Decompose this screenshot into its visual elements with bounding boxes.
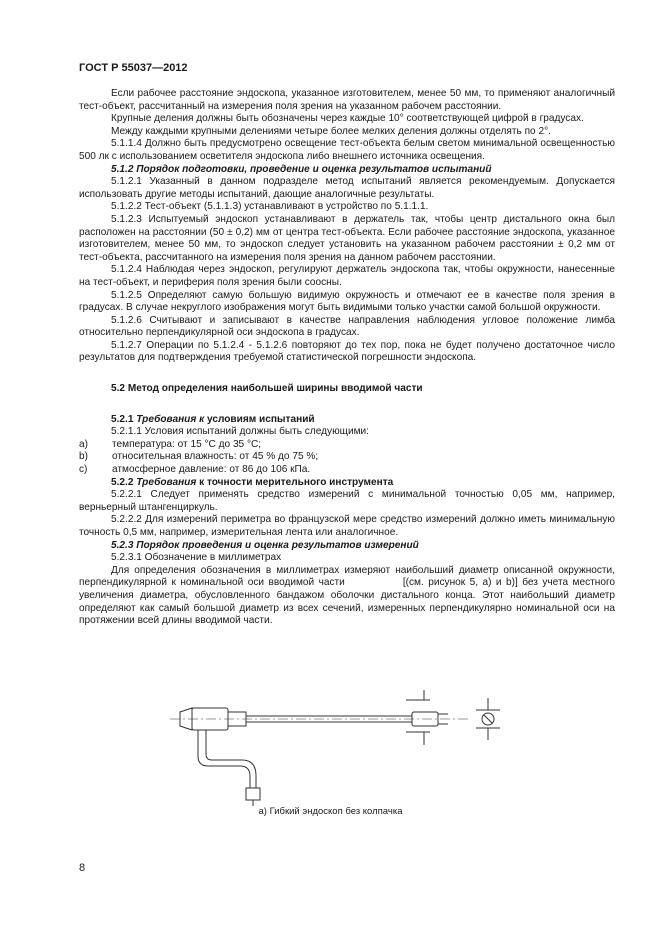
paragraph: 5.1.2.4 Наблюдая через эндоскоп, регулируют держатель эндоскопа так, чтобы окружности, нанесенные на тест-объект, и периферия поля зрения были соосны.	[79, 264, 615, 288]
paragraph: 5.1.2.3 Испытуемый эндоскоп устанавливают в держатель так, чтобы центр дистального окна был расположен на расстоянии (50 ± 0,2) мм от центра тест-объекта. Если рабочее расстояние эндоскопа, указанное изготовителем, менее 50 мм, то эндоскоп следует установить на указанном рабочем расстоянии ± 0,2 мм от тест-объекта, рассчитанного на измерения поля зрения на данном рабочем расстоянии.	[79, 213, 615, 263]
paragraph: Крупные деления должны быть обозначены через каждые 10° соответствующей цифрой в градусах.	[111, 113, 584, 125]
figure-caption: а) Гибкий эндоскоп без колпачка	[258, 806, 403, 817]
heading-rest: условиям испытаний	[207, 413, 315, 425]
subsection-heading: 5.1.2 Порядок подготовки, проведение и оценка результатов испытаний	[111, 163, 492, 175]
paragraph: 5.1.2.7 Операции по 5.1.2.4 - 5.1.2.6 повторяют до тех пор, пока не будет получено достаточное число результатов для подтверждения требуемой статистической погрешности эндоскопа.	[79, 339, 615, 364]
paragraph: 5.1.2.1 Указанный в данном подразделе метод испытаний является рекомендуемым. Допускается использовать другие методы испытаний, дающие аналогичные результаты.	[79, 176, 615, 200]
paragraph: 5.2.3.1 Обозначение в миллиметрах	[111, 552, 282, 564]
paragraph	[79, 565, 615, 628]
paragraph-part: Для определения обозначения в миллиметрах измеряют наибольший диаметр описанной окружности, перпендикулярной к номинальной оси вводимой части	[79, 564, 615, 589]
paragraph: 5.1.2.5 Определяют самую большую видимую окружность и отмечают ее в качестве поля зрения в градусах. В случае некруглого изображения могут быть видимыми только участки самой большой окружности.	[79, 289, 615, 314]
heading-number: 5.2.2	[111, 476, 134, 488]
list-item	[79, 464, 615, 477]
list-marker: c)	[79, 464, 88, 476]
subsection-heading	[79, 414, 615, 427]
heading-italic: Требования к	[136, 413, 205, 425]
paragraph: 5.1.2.2 Тест-объект (5.1.1.3) устанавливают в устройство по 5.1.1.1.	[111, 201, 429, 213]
paragraph: 5.2.1.1 Условия испытаний должны быть следующими:	[111, 426, 369, 438]
list-text: атмосферное давление: от 86 до 106 кПа.	[112, 464, 311, 476]
endoscope-figure	[170, 690, 510, 810]
subsection-heading	[79, 477, 615, 490]
list-item	[79, 451, 615, 464]
list-marker: a)	[79, 438, 88, 450]
paragraph: 5.2.2.2 Для измерений периметра во французской мере средство измерений должно иметь минимальную точность 0,5 мм, например, измерительная лента или аналогичное.	[79, 514, 615, 538]
list-item	[79, 439, 615, 452]
paragraph: 5.1.1.4 Должно быть предусмотрено освещение тест-объекта белым светом минимальной освещенностью 500 лк с использованием осветителя эндоскопа либо внешнего источника освещения.	[79, 138, 615, 162]
list-text: температура: от 15 °С до 35 °С;	[112, 438, 262, 450]
page-number: 8	[79, 862, 86, 874]
paragraph: 5.1.2.6 Считывают и записывают в качестве направления наблюдения угловое положение лимба относительно перпендикулярной оси эндоскопа в градусах.	[79, 314, 615, 339]
paragraph: 5.2.2.1 Следует применять средство измерений с минимальной точностью 0,05 мм, например, верньерный штангенциркуль.	[79, 489, 615, 513]
heading-number: 5.2.1	[111, 413, 134, 425]
paragraph: Если рабочее расстояние эндоскопа, указанное изготовителем, менее 50 мм, то применяют аналогичный тест-объект, рассчитанный на измерения поля зрения на указанном рабочем расстоянии.	[79, 88, 615, 112]
light-guide-plug	[246, 788, 260, 800]
list-marker: b)	[79, 451, 88, 463]
paragraph-part: [(см. рисунок 5, a) и b)] без учета местного увеличения диаметра, обусловленного бандажом оболочки дистального конца. Этот наибольший диаметр определяют как самый большой диаметр из всех сечений, измеренных перпендикулярно номинальной оси на протяжении всей длины вводимой части.	[79, 577, 616, 627]
list-text: относительная влажность: от 45 % до 75 %;	[112, 451, 319, 463]
section-heading: 5.2 Метод определения наибольшей ширины вводимой части	[111, 383, 423, 395]
page-body	[79, 88, 615, 628]
subsection-heading: 5.2.3 Порядок проведения и оценка результатов измерений	[111, 539, 419, 551]
heading-rest: к точности мерительного инструмента	[199, 476, 394, 488]
paragraph: Между каждыми крупными делениями четыре более мелких деления должны отделять по 2°.	[111, 125, 551, 137]
heading-italic: Требования	[136, 476, 197, 488]
document-header: ГОСТ Р 55037—2012	[79, 62, 188, 74]
